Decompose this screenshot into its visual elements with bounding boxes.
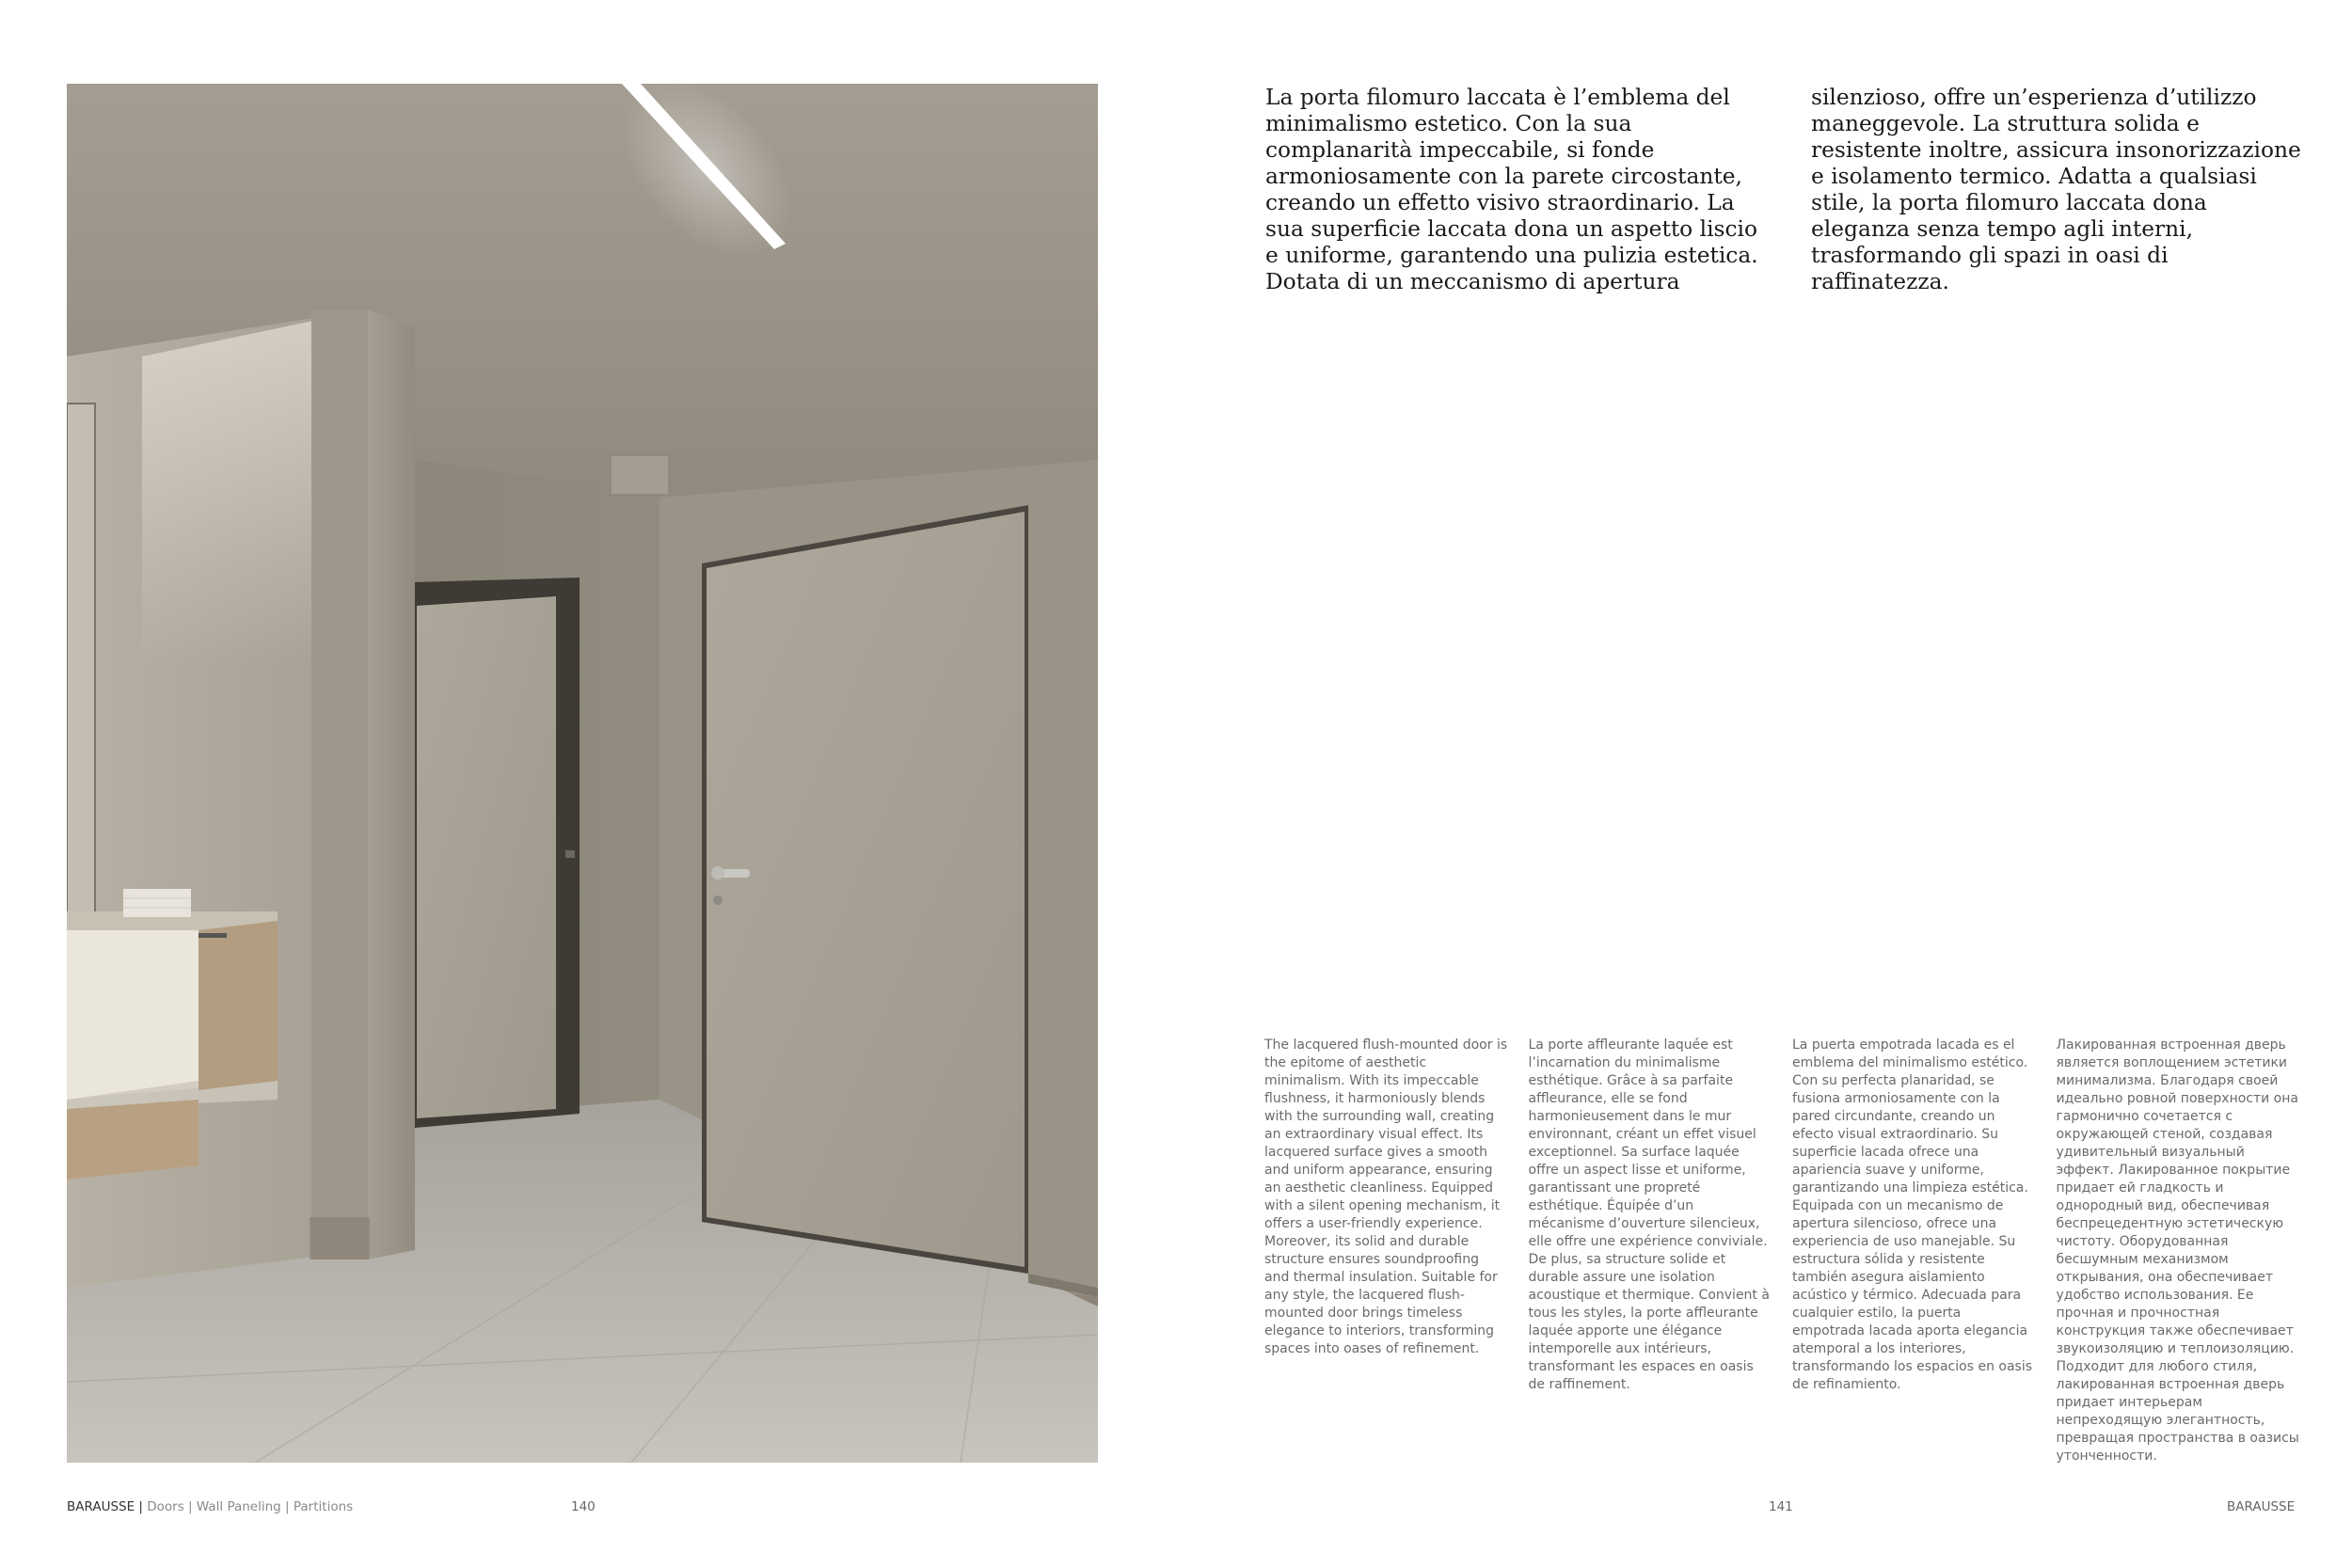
bathroom-interior-photo bbox=[67, 84, 1098, 1463]
footer-separator: | bbox=[135, 1499, 148, 1514]
footer-subtitle: Doors | Wall Paneling | Partitions bbox=[147, 1499, 354, 1514]
text-russian: Лакированная встроенная дверь является воплощением эстетики минимализма. Благодаря своей идеально ровной поверхности она гармонично сочетается с окружающей стеной, создавая удивительный визуальный эффект. Лакированное покрытие придает ей гладкость и однородный вид, обеспечивая беспрецедентную эстетическую чистоту. Оборудованная бесшумным механизмом открывания, она обеспечивает удобство использования. Ее прочная и прочностная конструкция также обеспечивает звукоизоляцию и теплоизоляцию. Подходит для любого стиля, лакированная встроенная дверь придает интерьерам непреходящую элегантность, превращая пространства в оазисы утонченности. bbox=[2056, 1037, 2299, 1464]
translations-columns bbox=[1264, 1037, 2299, 1465]
page-number-right: 141 bbox=[1769, 1499, 1793, 1514]
footer-left bbox=[67, 1499, 353, 1514]
text-french: La porte affleurante laquée est l’incarnation du minimalisme esthétique. Grâce à sa parfaite affleurance, elle se fond harmonieusement dans le mur environnant, créant un effet visuel exceptionnel. Sa surface laquée offre un aspect lisse et uniforme, garantissant une propreté esthétique. Équipée d’un mécanisme d’ouverture silencieux, elle offre une expérience conviviale. De plus, sa structure solide et durable assure une isolation acoustique et thermique. Convient à tous les styles, la porte affleurante laquée apporte une élégance intemporelle aux intérieurs, transformant les espaces en oasis de raffinement. bbox=[1528, 1037, 1770, 1392]
lead-text-italian bbox=[1265, 85, 2305, 295]
text-spanish: La puerta empotrada lacada es el emblema del minimalismo estético. Con su perfecta planaridad, se fusiona armoniosamente con la pared circundante, creando un efecto visual extraordinario. Su superficie lacada ofrece una apariencia suave y uniforme, garantizando una limpieza estética. Equipada con un mecanismo de apertura silencioso, ofrece una experiencia de uso manejable. Su estructura sólida y resistente también asegura aislamiento acústico y térmico. Adecuada para cualquier estilo, la puerta empotrada lacada aporta elegancia atemporal a los interiores, transformando los espacios en oasis de refinamiento. bbox=[1792, 1037, 2033, 1392]
footer-brand-left: BARAUSSE bbox=[67, 1499, 135, 1514]
text-english: The lacquered flush-mounted door is the epitome of aesthetic minimalism. With its impeccable flushness, it harmoniously blends with the surrounding wall, creating an extraordinary visual effect. Its lacquered surface gives a smooth and uniform appearance, ensuring an aesthetic cleanliness. Equipped with a silent opening mechanism, it offers a user-friendly experience. Moreover, its solid and durable structure ensures soundproofing and thermal insulation. Suitable for any style, the lacquered flush-mounted door brings timeless elegance to interiors, transforming spaces into oases of refinement. bbox=[1264, 1037, 1508, 1356]
footer-brand-right: BARAUSSE bbox=[2227, 1499, 2296, 1514]
page-number-left: 140 bbox=[571, 1499, 596, 1514]
lead-paragraph: La porta filomuro laccata è l’emblema del minimalismo estetico. Con la sua complanarità impeccabile, si fonde armoniosamente con la parete circostante, creando un effetto visivo straordinario. La sua superficie laccata dona un aspetto liscio e uniforme, garantendo una pulizia estetica. Dotata di un meccanismo di apertura silenzioso, offre un’esperienza d’utilizzo maneggevole. La struttura solida e resistente inoltre, assicura insonorizzazione e isolamento termico. Adatta a qualsiasi stile, la porta filomuro laccata dona eleganza senza tempo agli interni, trasformando gli spazi in oasi di raffinatezza. bbox=[1265, 85, 2301, 294]
